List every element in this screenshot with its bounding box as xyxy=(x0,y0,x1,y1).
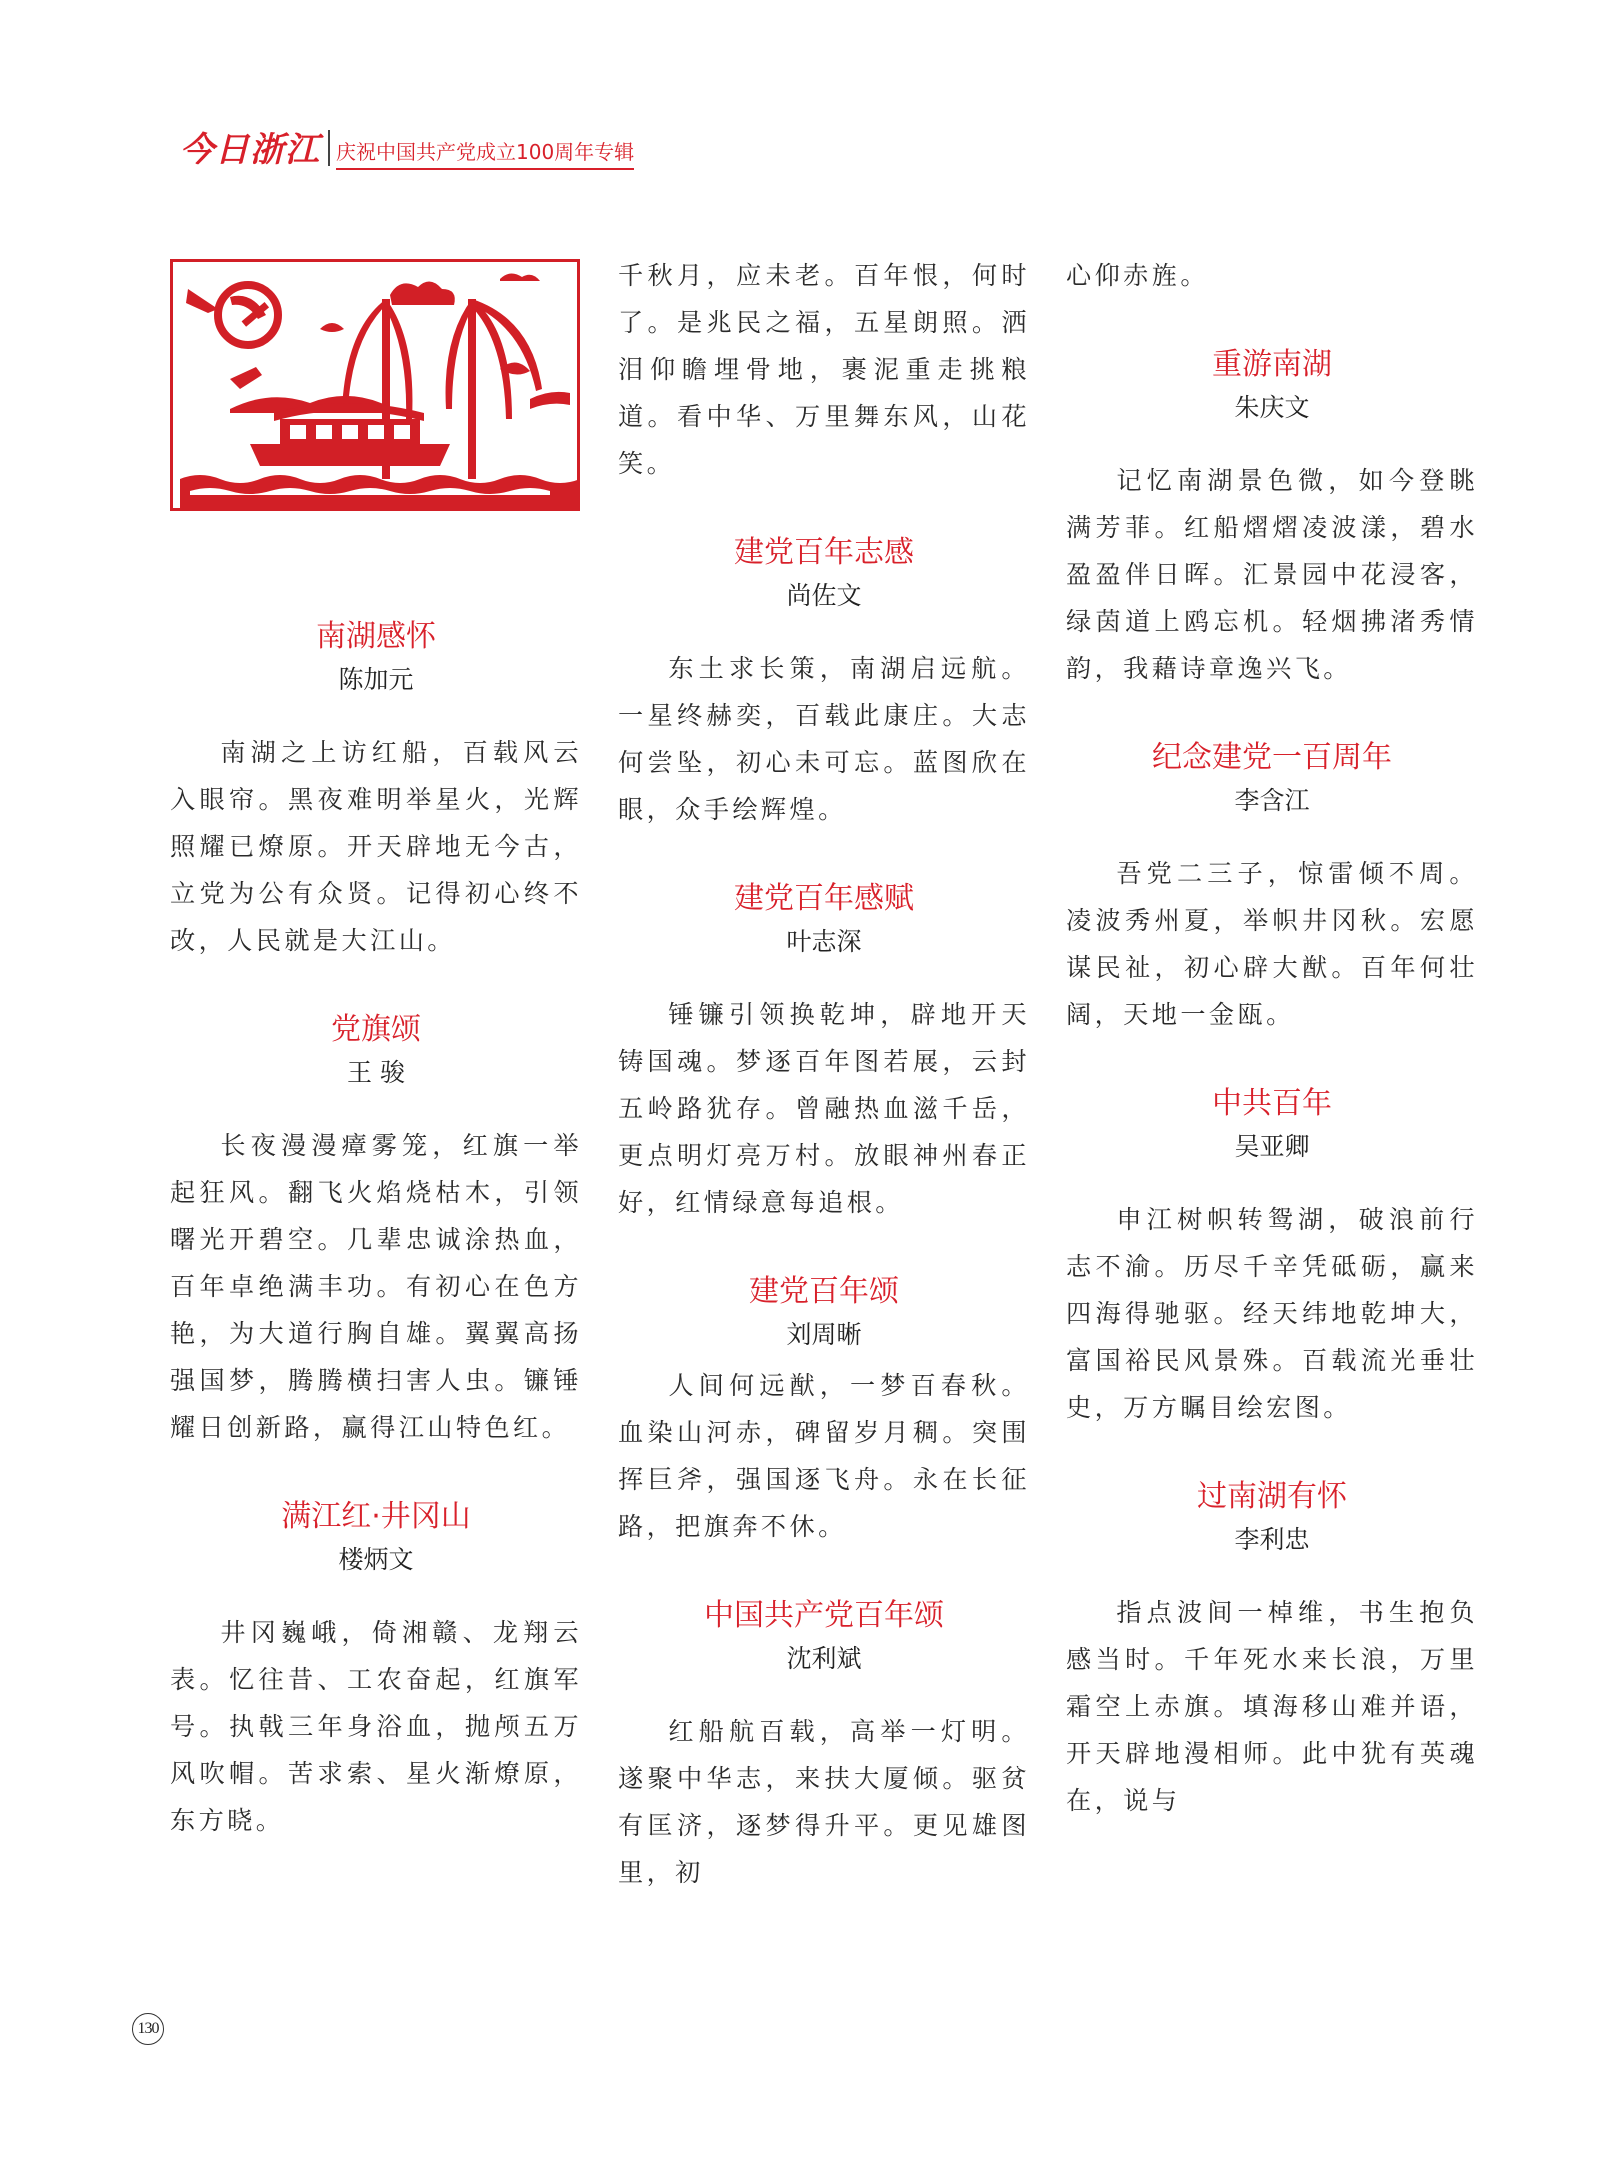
poem xyxy=(618,1270,1030,1550)
poem xyxy=(170,1008,582,1451)
poem-author: 尚佐文 xyxy=(786,581,862,610)
poem-text: 南湖之上访红船，百载风云入眼帘。黑夜难明举星火，光辉照耀已燎原。开天辟地无今古，立党为公有众贤。记得初心终不改，人民就是大江山。 xyxy=(170,738,582,955)
poem-title: 重游南湖 xyxy=(1212,347,1332,382)
poem-title: 满江红·井冈山 xyxy=(281,1499,471,1534)
poem xyxy=(170,615,582,964)
poem xyxy=(618,877,1030,1226)
column-1 xyxy=(170,259,582,1888)
poem-text: 井冈巍峨，倚湘赣、龙翔云表。忆往昔、工农奋起，红旗军号。执戟三年身浴血，抛颅五万风吹帽。苦求索、星火渐燎原，东方晓。 xyxy=(170,1618,582,1835)
poem-title: 建党百年感赋 xyxy=(734,881,914,916)
poem-author: 吴亚卿 xyxy=(1234,1132,1310,1161)
poem-author: 朱庆文 xyxy=(1234,393,1310,422)
page-header xyxy=(180,122,634,170)
header-divider xyxy=(328,130,330,166)
papercut-illustration xyxy=(170,259,580,511)
poem-text: 锤镰引领换乾坤，辟地开天铸国魂。梦逐百年图若展，云封五岭路犹存。曾融热血滋千岳，更点明灯亮万村。放眼神州春正好，红情绿意每追根。 xyxy=(618,1000,1030,1217)
poem-text: 记忆南湖景色微，如今登眺满芳菲。红船熠熠凌波漾，碧水盈盈伴日晖。汇景园中花浸客，绿茵道上鸥忘机。轻烟拂渚秀情韵，我藉诗章逸兴飞。 xyxy=(1066,466,1478,683)
column-2 xyxy=(618,252,1030,1940)
poem-author: 李含江 xyxy=(1234,786,1310,815)
poem-text: 人间何远猷，一梦百春秋。血染山河赤，碑留岁月稠。突围挥巨斧，强国逐飞舟。永在长征路，把旗奔不休。 xyxy=(618,1371,1030,1541)
poem-text: 长夜漫漫瘴雾笼，红旗一举起狂风。翻飞火焰烧枯木，引领曙光开碧空。几辈忠诚涂热血，百年卓绝满丰功。有初心在色方艳，为大道行胸自雄。翼翼高扬强国梦，腾腾横扫害人虫。镰锤耀日创新路，赢得江山特色红。 xyxy=(170,1131,582,1442)
poem xyxy=(618,531,1030,833)
poem-author: 叶志深 xyxy=(786,927,862,956)
poem-text: 申江树帜转鸳湖，破浪前行志不渝。历尽千辛凭砥砺，赢来四海得驰驱。经天纬地乾坤大，富国裕民风景殊。百载流光垂壮史，万方瞩目绘宏图。 xyxy=(1066,1205,1478,1422)
poem-continuation: 心仰赤旌。 xyxy=(1066,261,1209,290)
poem xyxy=(1066,736,1478,1038)
poem-author: 王 骏 xyxy=(347,1058,405,1087)
poem-title: 过南湖有怀 xyxy=(1197,1479,1347,1514)
magazine-logo: 今日浙江 xyxy=(180,130,320,170)
poem-author: 刘周晰 xyxy=(786,1320,862,1349)
poem xyxy=(618,1594,1030,1896)
poem-text: 红船航百载，高举一灯明。遂聚中华志，来扶大厦倾。驱贫有匡济，逐梦得升平。更见雄图里，初 xyxy=(618,1717,1030,1887)
poem xyxy=(170,1495,582,1844)
poem-author: 李利忠 xyxy=(1234,1525,1310,1554)
poem-title: 建党百年志感 xyxy=(734,535,914,570)
poem-title: 党旗颂 xyxy=(331,1012,421,1047)
poem-text: 东土求长策，南湖启远航。一星终赫奕，百载此康庄。大志何尝坠，初心未可忘。蓝图欣在眼，众手绘辉煌。 xyxy=(618,654,1030,824)
poem xyxy=(1066,1082,1478,1431)
column-3 xyxy=(1066,252,1478,1868)
poem-text: 吾党二三子，惊雷倾不周。凌波秀州夏，举帜井冈秋。宏愿谋民祉，初心辟大猷。百年何壮阔，天地一金瓯。 xyxy=(1066,859,1478,1029)
poem-continuation: 千秋月，应未老。百年恨，何时了。是兆民之福，五星朗照。洒泪仰瞻埋骨地，裹泥重走挑粮道。看中华、万里舞东风，山花笑。 xyxy=(618,261,1030,478)
special-issue-title: 庆祝中国共产党成立100周年专辑 xyxy=(336,138,634,170)
poem-author: 陈加元 xyxy=(338,665,414,694)
poem xyxy=(1066,343,1478,692)
page-number: 130 xyxy=(132,2013,164,2045)
poem-author: 楼炳文 xyxy=(338,1545,414,1574)
poem-title: 纪念建党一百周年 xyxy=(1152,740,1392,775)
poem-text: 指点波间一棹维，书生抱负感当时。千年死水来长浪，万里霜空上赤旗。填海移山难并语，开天辟地漫相师。此中犹有英魂在，说与 xyxy=(1066,1598,1478,1815)
poem-title: 中国共产党百年颂 xyxy=(704,1598,944,1633)
poem-title: 建党百年颂 xyxy=(749,1274,899,1309)
poem-title: 中共百年 xyxy=(1212,1086,1332,1121)
poem-author: 沈利斌 xyxy=(786,1644,862,1673)
poem-title: 南湖感怀 xyxy=(316,619,436,654)
poem xyxy=(1066,1475,1478,1824)
